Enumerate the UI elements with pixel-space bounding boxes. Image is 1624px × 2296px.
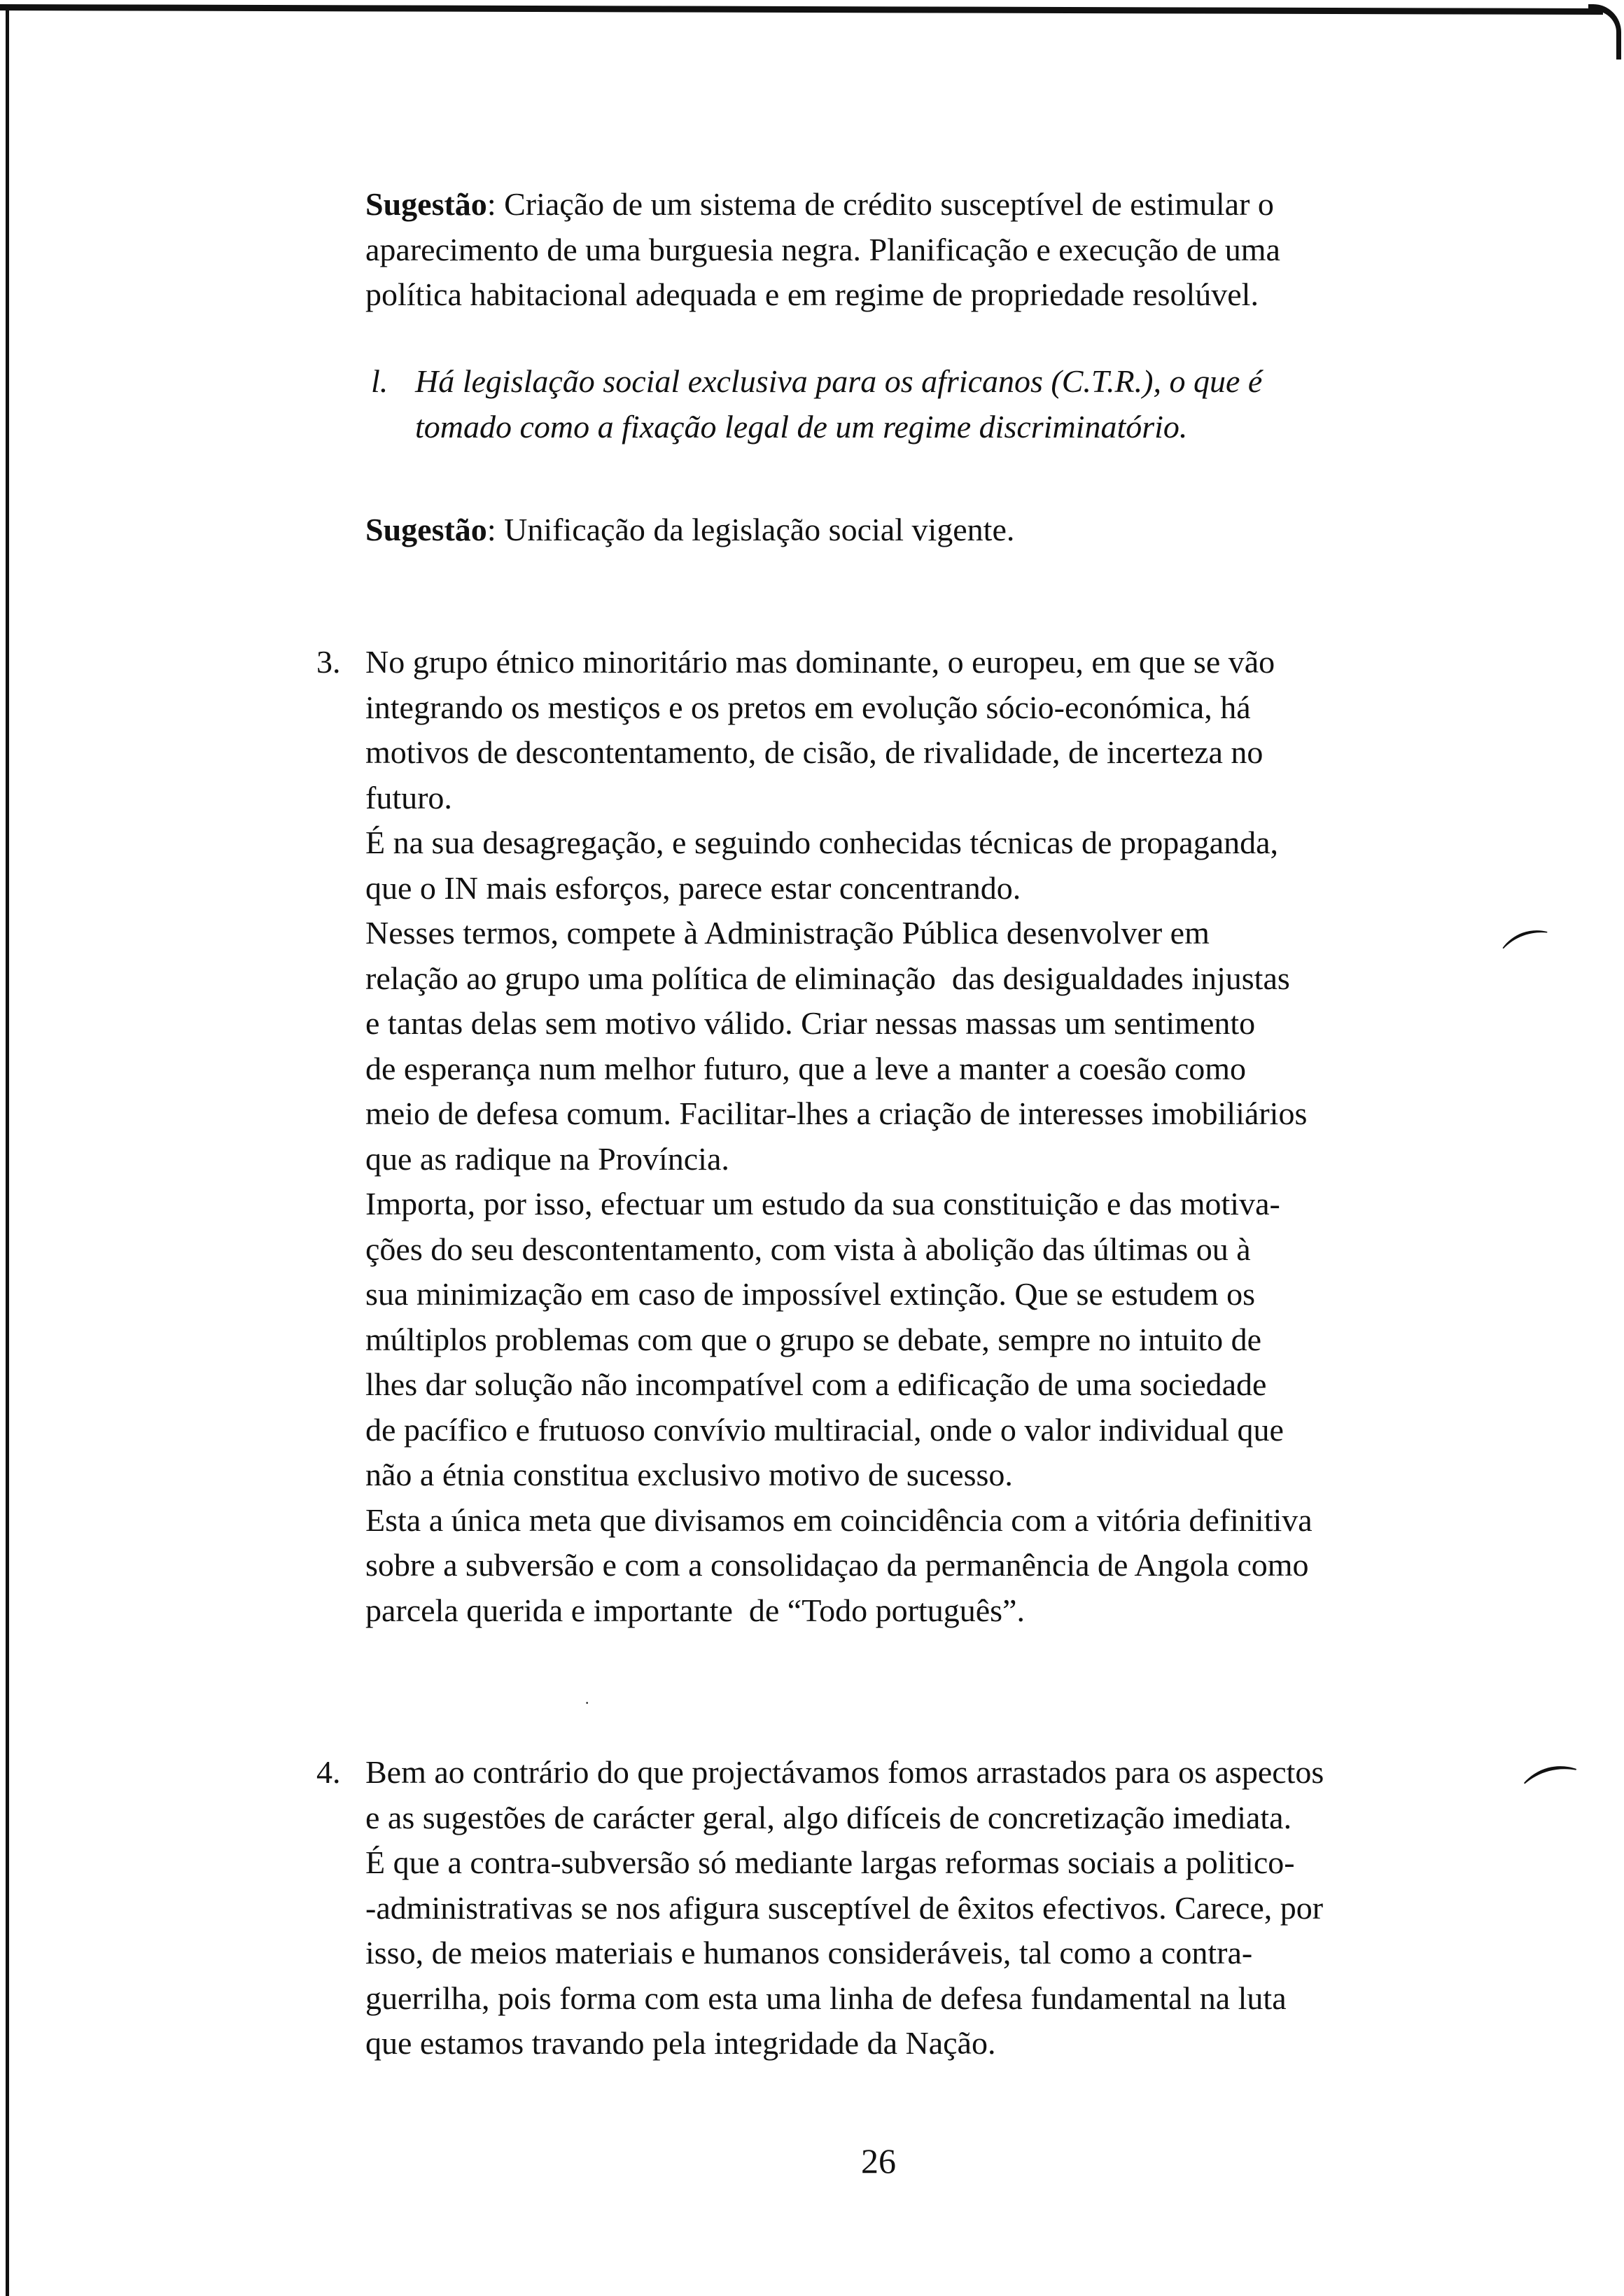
numbered-section-3	[316, 640, 1506, 1633]
page-corner-curl	[1588, 4, 1621, 59]
ink-smudge-mark: ⌒	[1520, 1758, 1591, 1833]
numbered-section-4	[316, 1750, 1506, 2066]
stray-dot-mark: ·	[584, 1694, 590, 1712]
suggestion-label: Sugestão	[365, 186, 487, 222]
section-number: 4.	[316, 1754, 341, 1790]
list-item-text: Há legislação social exclusiva para os africanos (C.T.R.), o que é tomado como a fixação legal de um regime discriminatório.	[415, 363, 1263, 444]
suggestion-text: : Criação de um sistema de crédito susceptível de estimular o aparecimento de uma burguesia negra. Planificação e execução de uma política habitacional adequada e em regime de propriedade resolúvel.	[365, 186, 1280, 312]
section-number: 3.	[316, 644, 341, 680]
section-text: Bem ao contrário do que projectávamos fomos arrastados para os aspectos e as sugestões de carácter geral, algo difíceis de concretização imediata. É que a contra-subversão só mediante largas reformas sociais a politico- -administrativas se nos afigura susceptível de êxitos efectivos. Carece, por isso, de meios materiais e humanos consideráveis, tal como a contra- guerrilha, pois forma com esta uma linha de defesa fundamental na luta que estamos travando pela integridade da Nação.	[365, 1754, 1324, 2061]
list-item-number: l.	[371, 363, 388, 399]
page-left-border	[6, 8, 9, 2296]
page-number: 26	[861, 2141, 896, 2180]
suggestion-text: : Unificação da legislação social vigente.	[486, 512, 1015, 547]
list-item-l	[371, 359, 1477, 449]
section-text: No grupo étnico minoritário mas dominante, o europeu, em que se vão integrando os mestiços e os pretos em evolução sócio-económica, há motivos de descontentamento, de cisão, de rivalidade, de incerteza no futuro. É na sua desagregação, e seguindo conhecidas técnicas de propaganda, que o IN mais esforços, parece estar concentrando. Nesses termos, compete à Administração Pública desenvolver em relação ao grupo uma política de eliminação das desigualdades injustas e tantas delas sem motivo válido. Criar nessas massas um sentimento de esperança num melhor futuro, que a leve a manter a coesão como meio de defesa comum. Facilitar-lhes a criação de interesses imobiliários que as radique na Província. Importa, por isso, efectuar um estudo da sua constituição e das motiva- ções do seu descontentamento, com vista à abolição das últimas ou à sua minimização em caso de impossível extinção. Que se estudem os múltiplos problemas com que o grupo se debate, sempre no intuito de lhes dar solução não incompatível com a edificação de uma sociedade de pacífico e frutuoso convívio multiracial, onde o valor individual que não a étnia constitua exclusivo motivo de sucesso. Esta a única meta que divisamos em coincidência com a vitória definitiva sobre a subversão e com a consolidaçao da permanência de Angola como parcela querida e importante de “Todo português”.	[365, 644, 1312, 1628]
ink-smudge-mark: ⌒	[1499, 923, 1564, 991]
page-top-border	[0, 4, 1603, 15]
suggestion-paragraph-2	[365, 507, 1485, 553]
suggestion-paragraph-1	[365, 182, 1485, 318]
suggestion-label: Sugestão	[365, 512, 487, 547]
